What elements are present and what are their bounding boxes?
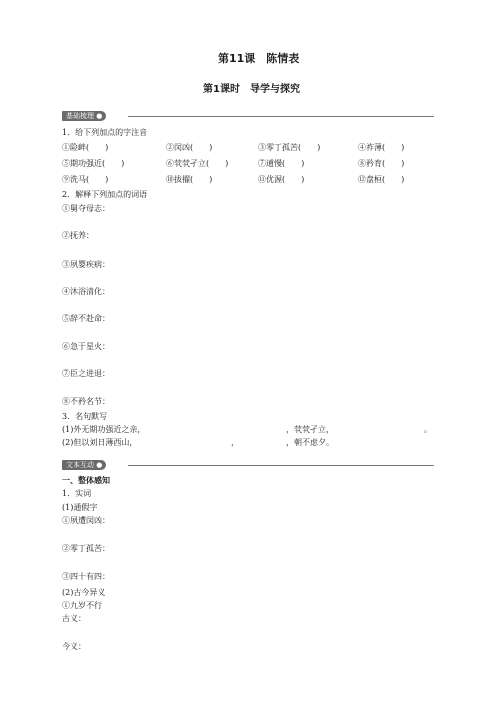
section-divider — [128, 465, 434, 466]
modern-meaning-label: 今义： — [62, 642, 86, 651]
pinyin-item: ⑩拔擢( ) — [166, 175, 213, 184]
tongjia-item: ①夙遭闵凶： — [62, 516, 110, 525]
pinyin-item: ⑧矜育( ) — [358, 159, 405, 168]
gujin-heading: (2)古今异义 — [62, 588, 106, 597]
vocab-item: ②抚养： — [62, 231, 94, 240]
tongjia-heading: (1)通假字 — [62, 503, 98, 512]
tongjia-item: ②零丁孤苦： — [62, 544, 110, 553]
pinyin-item: ⑪优渥( ) — [258, 175, 305, 184]
recite-line-1b: ，茕茕孑立， — [286, 425, 334, 434]
section-interaction-header — [62, 460, 106, 470]
recite-line-1a: (1)外无期功强近之亲， — [62, 425, 146, 434]
recite-line-2b: ， — [231, 438, 239, 447]
pinyin-item: ⑨洗马( ) — [62, 175, 109, 184]
pinyin-item: ⑫盘桓( ) — [358, 175, 405, 184]
tongjia-item: ③四十有四： — [62, 572, 110, 581]
overview-heading: 一、整体感知 — [62, 476, 110, 485]
pinyin-item: ①险衅( ) — [62, 143, 109, 152]
pinyin-item: ②闵凶( ) — [166, 143, 213, 152]
ancient-meaning-label: 古义： — [62, 614, 86, 623]
gujin-item: ①九岁不行 — [62, 601, 102, 610]
page-subtitle: 第1课时 导学与探究 — [203, 84, 300, 95]
recite-line-2c: ，朝不虑夕。 — [286, 438, 334, 447]
page-title: 第11课 陈情表 — [218, 52, 300, 65]
vocab-item: ③夙婴疾病： — [62, 260, 110, 269]
section-divider — [128, 116, 434, 117]
vocab-item: ⑧不矜名节： — [62, 397, 110, 406]
vocab-item: ⑥急于星火： — [62, 342, 110, 351]
pinyin-item: ⑦逋慢( ) — [258, 159, 305, 168]
section-basics-label: 基础梳理 — [66, 112, 94, 120]
vocab-item: ⑤辞不赴命： — [62, 314, 110, 323]
pinyin-item: ③零丁孤苦( ) — [258, 143, 321, 152]
recite-line-1c: 。 — [424, 425, 432, 434]
vocab-item: ①舅夺母志： — [62, 204, 110, 213]
bullet-icon: ● — [96, 461, 103, 469]
q3-heading: 3．名句默写 — [62, 412, 108, 421]
q1-heading: 1．给下列加点的字注音 — [62, 128, 148, 137]
pinyin-item: ⑤期功强近( ) — [62, 159, 125, 168]
vocab-item: ④沐浴清化： — [62, 287, 110, 296]
section-interaction-label: 文本互动 — [66, 461, 94, 469]
pinyin-item: ⑥茕茕孑立( ) — [166, 159, 229, 168]
section-basics-header — [62, 111, 106, 121]
bullet-icon: ● — [96, 112, 103, 120]
vocab-item: ⑦臣之进退： — [62, 369, 110, 378]
q2-heading: 2．解释下列加点的词语 — [62, 190, 148, 199]
content-words-heading: 1．实词 — [62, 489, 92, 498]
recite-line-2a: (2)但以刘日薄西山， — [62, 438, 138, 447]
pinyin-item: ④祚薄( ) — [358, 143, 405, 152]
